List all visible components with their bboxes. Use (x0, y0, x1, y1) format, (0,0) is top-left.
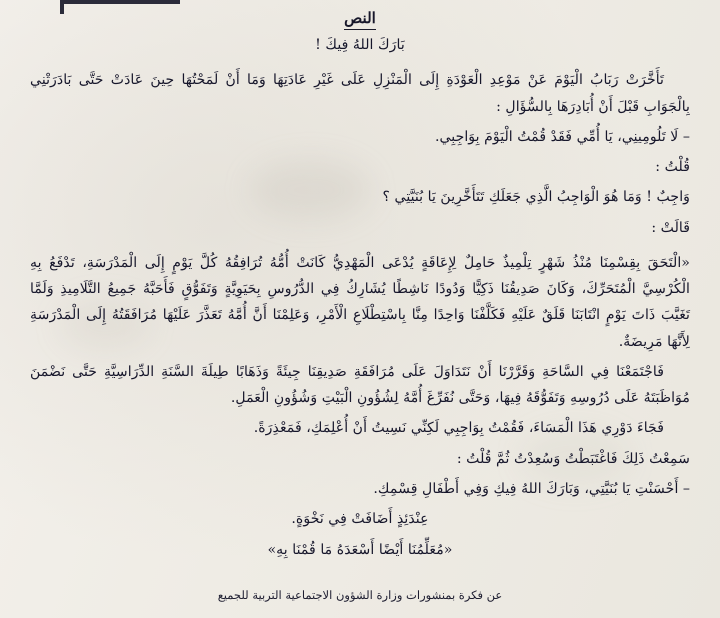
quote-paragraph-3: فَجَاءَ دَوْرِي هَذَا الْمَسَاءَ، فَقُمْتُ بِوَاجِبِي لَكِنِّي نَسِيتُ أَنْ أُعْلِمَكِ، فَمَعْذِرَةً. (253, 420, 664, 437)
closing-line-4: «مُعَلِّمُنَا أَيْضًا أَسْعَدَهُ مَا قُمْنَا بِهِ» (267, 541, 453, 558)
dialogue-line-1: – لَا تَلُومِينِي، يَا أُمِّي فَقَدْ قُمْتُ الْيَوْمَ بِوَاجِبِي. (434, 128, 690, 145)
greeting-line: بَارَكَ اللهُ فِيكَ ! (315, 37, 405, 53)
quote-block (30, 250, 690, 442)
speaker-label-2: قَالَتْ : (651, 219, 690, 236)
speaker-label-1: قُلْتُ : (655, 159, 690, 176)
document-body (30, 32, 690, 578)
closing-line-1: سَمِعْتُ ذَلِكَ فَاغْتَبَطْتُ وَسُعِدْتُ ثُمَّ قُلْتُ : (456, 450, 690, 467)
title-row (18, 8, 702, 30)
dialogue-line-2: وَاجِبٌ ! وَمَا هُوَ الْوَاجِبُ الَّذِي جَعَلَكِ تَتَأَخَّرِينَ يَا بُنَيَّتِي ؟ (382, 189, 690, 206)
closing-line-2: – أَحْسَنْتِ يَا بُنَيَّتِي، وَبَارَكَ اللهُ فِيكِ وَفِي أَطْفَالِ قِسْمِكِ. (373, 480, 690, 497)
document-footer (0, 588, 720, 602)
quote-paragraph-1: «الْتَحَقَ بِقِسْمِنَا مُنْذُ شَهْرٍ تِلْمِيذٌ حَامِلٌ لِإِعَاقَةٍ يُدْعَى الْمَهْدِيُّ كَانَتْ أُمُّهُ تُرَافِقُهُ كُلَّ يَوْمٍ إِلَى الْمَدْرَسَةِ، تَدْفَعُ بِهِ الْكُرْسِيَّ الْمُتَحَرِّكَ، وَكَانَ صَدِيقُنَا ذَكِيًّا وَدُودًا نَاشِطًا يُشَارِكُ فِي الدُّرُوسِ بِحَيَوِيَّةٍ وَتَفَوُّقٍ فَأَحَبَّهُ جَمِيعُ التَّلَامِيذِ وَلَمَّا تَغَيَّبَ ذَاتَ يَوْمٍ انْتَابَنَا قَلَقٌ عَلَيْهِ فَكَلَّفْنَا وَاحِدًا مِنَّا بِاسْتِطْلَاعِ الْأَمْرِ، وَعَلِمْنَا أَنَّ أُمَّهُ تَعَذَّرَ عَلَيْهَا مُرَافَقَتُهُ إِلَى الْمَدْرَسَةِ لِأَنَّهَا مَرِيضَةٌ. (30, 254, 690, 350)
page-title: النص (344, 9, 376, 30)
paragraph-intro: تَأَخَّرَتْ رَبَابُ الْيَوْمَ عَنْ مَوْعِدِ الْعَوْدَةِ إِلَى الْمَنْزِلِ عَلَى غَيْرِ عَادَتِهَا وَمَا أَنْ لَمَحْتُهَا حِينَ عَادَتْ حَتَّى بَادَرَتْنِي بِالْجَوَابِ قَبْلَ أَنْ أُبَادِرَهَا بِالسُّؤَالِ : (30, 72, 690, 115)
source-note: عن فكرة بمنشورات وزارة الشؤون الاجتماعية التربية للجميع (217, 588, 503, 602)
quote-paragraph-2: فَاجْتَمَعْنَا فِي السَّاحَةِ وَقَرَّرْنَا أَنْ نَتَدَاوَلَ عَلَى مُرَافَقَةِ صَدِيقِنَا جِيئَةً وَذَهَابًا طِيلَةَ السَّنَةِ الدِّرَاسِيَّةِ حَتَّى نَضْمَنَ مُوَاظَبَتَهُ عَلَى دُرُوسِهِ وَتَفَوُّقَهُ فِيهَا، وَحَتَّى نُفَرِّغَ أُمَّهُ لِشُؤُونِ الْبَيْتِ وَشُؤُونِ الْعَمَلِ. (30, 363, 690, 407)
page-edge-mark (60, 0, 180, 4)
closing-line-3: عِنْدَئِذٍ أَضَافَتْ فِي نَخْوَةٍ. (291, 511, 429, 528)
